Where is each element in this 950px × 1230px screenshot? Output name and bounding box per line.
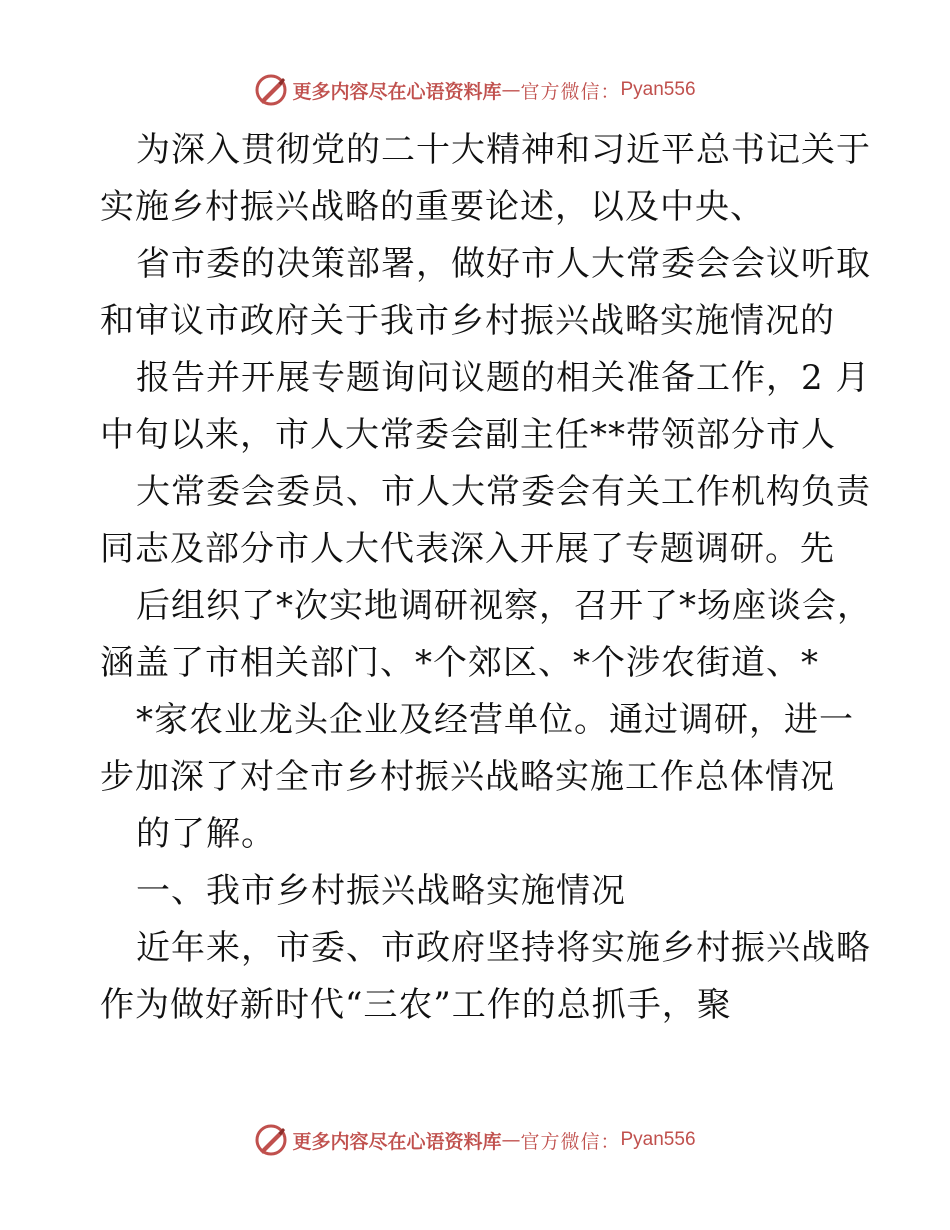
body-line: 的了解。 [136,814,276,854]
body-line: 大常委会委员、市人大常委会有关工作机构负责 [136,472,871,512]
body-line: 步加深了对全市乡村振兴战略实施工作总体情况 [100,757,835,797]
watermark-dash: — [501,1129,521,1151]
body-line: *家农业龙头企业及经营单位。通过调研，进一 [136,700,854,740]
body-line: 省市委的决策部署，做好市人大常委会会议听取 [136,244,871,284]
body-line: 为深入贯彻党的二十大精神和习近平总书记关于 [136,130,871,170]
watermark-wechat-label: 官方微信： [520,1130,621,1153]
watermark-wechat-label: 官方微信： [520,80,621,103]
body-line: 报告并开展专题询问议题的相关准备工作，2 月 [136,358,871,398]
header-watermark [0,70,950,110]
body-line: 和审议市政府关于我市乡村振兴战略实施情况的 [100,301,835,341]
body-line: 中旬以来，市人大常委会副主任**带领部分市人 [100,415,836,455]
pen-logo-icon [254,1123,288,1157]
body-line: 同志及部分市人大代表深入开展了专题调研。先 [100,529,835,569]
watermark-dash: — [501,79,521,101]
body-line: 后组织了*次实地调研视察，召开了*场座谈会， [136,586,872,626]
body-line: 近年来，市委、市政府坚持将实施乡村振兴战略 [136,928,871,968]
watermark-wechat-id: Pyan556 [620,1129,696,1150]
watermark-site-text: 更多内容尽在心语资料库 [292,80,502,103]
body-line: 涵盖了市相关部门、*个郊区、*个涉农街道、* [100,643,819,683]
body-line: 作为做好新时代“三农”工作的总抓手，聚 [100,985,732,1025]
watermark-wechat-id: Pyan556 [620,79,696,100]
watermark-site-text: 更多内容尽在心语资料库 [292,1130,502,1153]
footer-watermark [0,1120,950,1160]
section-heading: 一、我市乡村振兴战略实施情况 [136,871,626,911]
pen-logo-icon [254,73,288,107]
body-line: 实施乡村振兴战略的重要论述，以及中央、 [100,187,765,227]
